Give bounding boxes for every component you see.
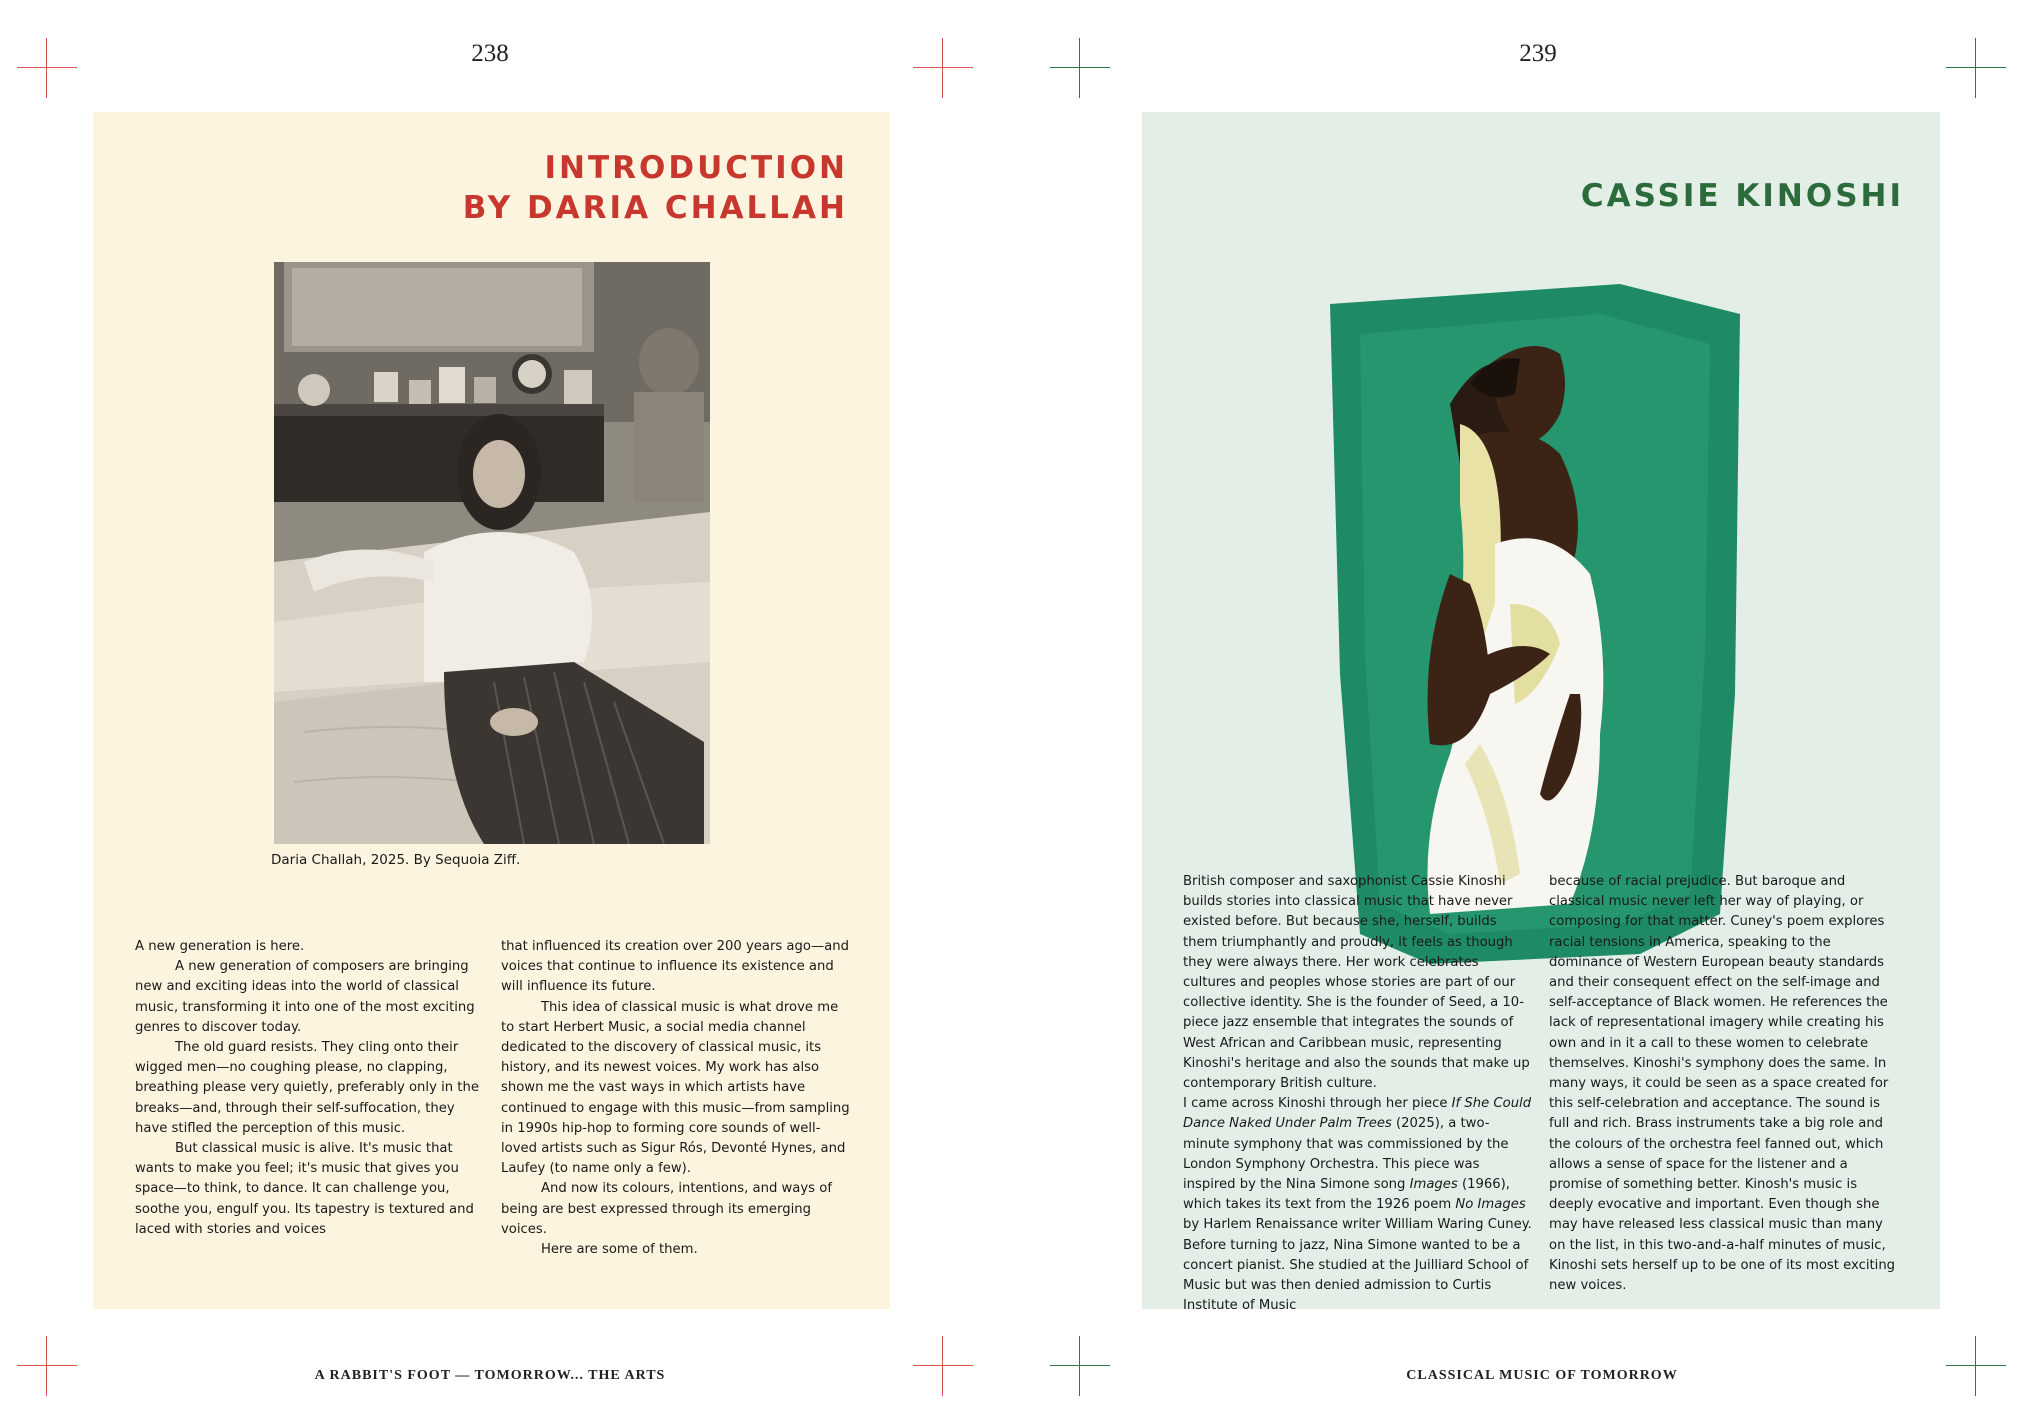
paragraph: And now its colours, intentions, and ways of being are best expressed through its emerging voices. (501, 1181, 832, 1237)
text-run: (1966), which takes its text from the 1926 poem (1183, 1177, 1510, 1213)
page-title (463, 148, 848, 228)
crop-mark (17, 1336, 77, 1396)
paragraph: A new generation is here. (135, 939, 305, 954)
photo-caption: Daria Challah, 2025. By Sequoia Ziff. (271, 852, 521, 868)
paragraph: because of racial prejudice. But baroque and classical music never left her way of playing, or composing for that matter. Cuney's poem explores racial tensions in America, speaking to the dominance of Western European beauty standards and their consequent effect on the self-image and self-acceptance of Black women. He references the lack of representational imagery while creating his own and in it a call to these women to celebrate themselves. Kinoshi's symphony does the same. In many ways, it could be seen as a space created for this self-celebration and acceptance. The sound is full and rich. Brass instruments take a big role and the colours of the orchestra feel fanned out, which allows a sense of space for the listener and a promise of something better. Kinosh's music is deeply evocative and important. Even though she may have released less classical music than many on the list, in this two-and-a-half minutes of music, Kinoshi sets herself up to be one of its most exciting new voices. (1549, 874, 1896, 1294)
text-run: by Harlem Renaissance writer William Waring Cuney. Before turning to jazz, Nina Simone wanted to be a concert pianist. She studied at the Juilliard School of Music but was then denied admission to Curtis Institute of Music (1183, 1217, 1532, 1314)
left-page-panel (93, 112, 890, 1309)
crop-mark (1050, 1336, 1110, 1396)
paragraph: But classical music is alive. It's music that wants to make you feel; it's music that gives you space—to think, to dance. It can challenge you, soothe you, engulf you. Its tapestry is textured and laced with stories and voices (135, 1141, 474, 1237)
crop-mark (913, 1336, 973, 1396)
paragraph (1183, 1094, 1535, 1316)
profile-column-1 (1183, 872, 1535, 1316)
work-title: If She Could Dance Naked Under Palm Trees (1183, 1096, 1532, 1132)
paragraph: Here are some of them. (541, 1242, 698, 1258)
text-run: (2025), a two-minute symphony that was commissioned by the London Symphony Orchestra. This piece was inspired by the Nina Simone song (1183, 1116, 1509, 1193)
page-number-left: 238 (471, 40, 509, 67)
work-title: No Images (1455, 1197, 1526, 1213)
paragraph: British composer and saxophonist Cassie Kinoshi builds stories into classical music that have never existed before. But because she, herself, builds them triumphantly and proudly, it feels as though they were always there. Her work celebrates cultures and peoples whose stories are part of our collective identity. She is the founder of Seed, a 10-piece jazz ensemble that integrates the sounds of West African and Caribbean music, representing Kinoshi's heritage and also the sounds that make up contemporary British culture. (1183, 874, 1530, 1092)
title-line-1: INTRODUCTION (544, 150, 848, 186)
paragraph: A new generation of composers are bringing new and exciting ideas into the world of classical music, transforming it into one of the most exciting genres to discover today. (135, 959, 475, 1035)
crop-mark (17, 38, 77, 98)
paragraph: This idea of classical music is what drove me to start Herbert Music, a social media channel dedicated to the discovery of classical music, its history, and its newest voices. My work has also shown me the vast ways in which artists have continued to engage with this music—from sampling in 1990s hip-hop to forming core sounds of well-loved artists such as Sigur Rós, Devonté Hynes, and Laufey (to name only a few). (501, 999, 850, 1177)
page-number-right: 239 (1519, 40, 1557, 67)
right-page-panel (1142, 112, 1940, 1314)
crop-mark (1946, 1336, 2006, 1396)
text-run: I came across Kinoshi through her piece (1183, 1096, 1452, 1112)
crop-mark (1946, 38, 2006, 98)
portrait-photo (274, 262, 710, 844)
paragraph: that influenced its creation over 200 years ago—and voices that continue to influence its existence and will influence its future. (501, 939, 849, 995)
crop-mark (1050, 38, 1110, 98)
footer-left: A RABBIT'S FOOT — TOMORROW... THE ARTS (314, 1368, 666, 1383)
profile-column-2 (1549, 872, 1901, 1296)
intro-column-2 (501, 937, 853, 1260)
work-title: Images (1409, 1177, 1458, 1193)
intro-column-1 (135, 937, 487, 1240)
footer-right: CLASSICAL MUSIC OF TOMORROW (1406, 1368, 1678, 1383)
paragraph: The old guard resists. They cling onto their wigged men—no coughing please, no clapping, breathing please very quietly, preferably only in the breaks—and, through their self-suffocation, they have stifled the perception of this music. (135, 1040, 479, 1136)
page-title: CASSIE KINOSHI (1580, 178, 1904, 214)
crop-mark (913, 38, 973, 98)
title-line-2: BY DARIA CHALLAH (462, 190, 848, 226)
illustration (1320, 274, 1750, 968)
